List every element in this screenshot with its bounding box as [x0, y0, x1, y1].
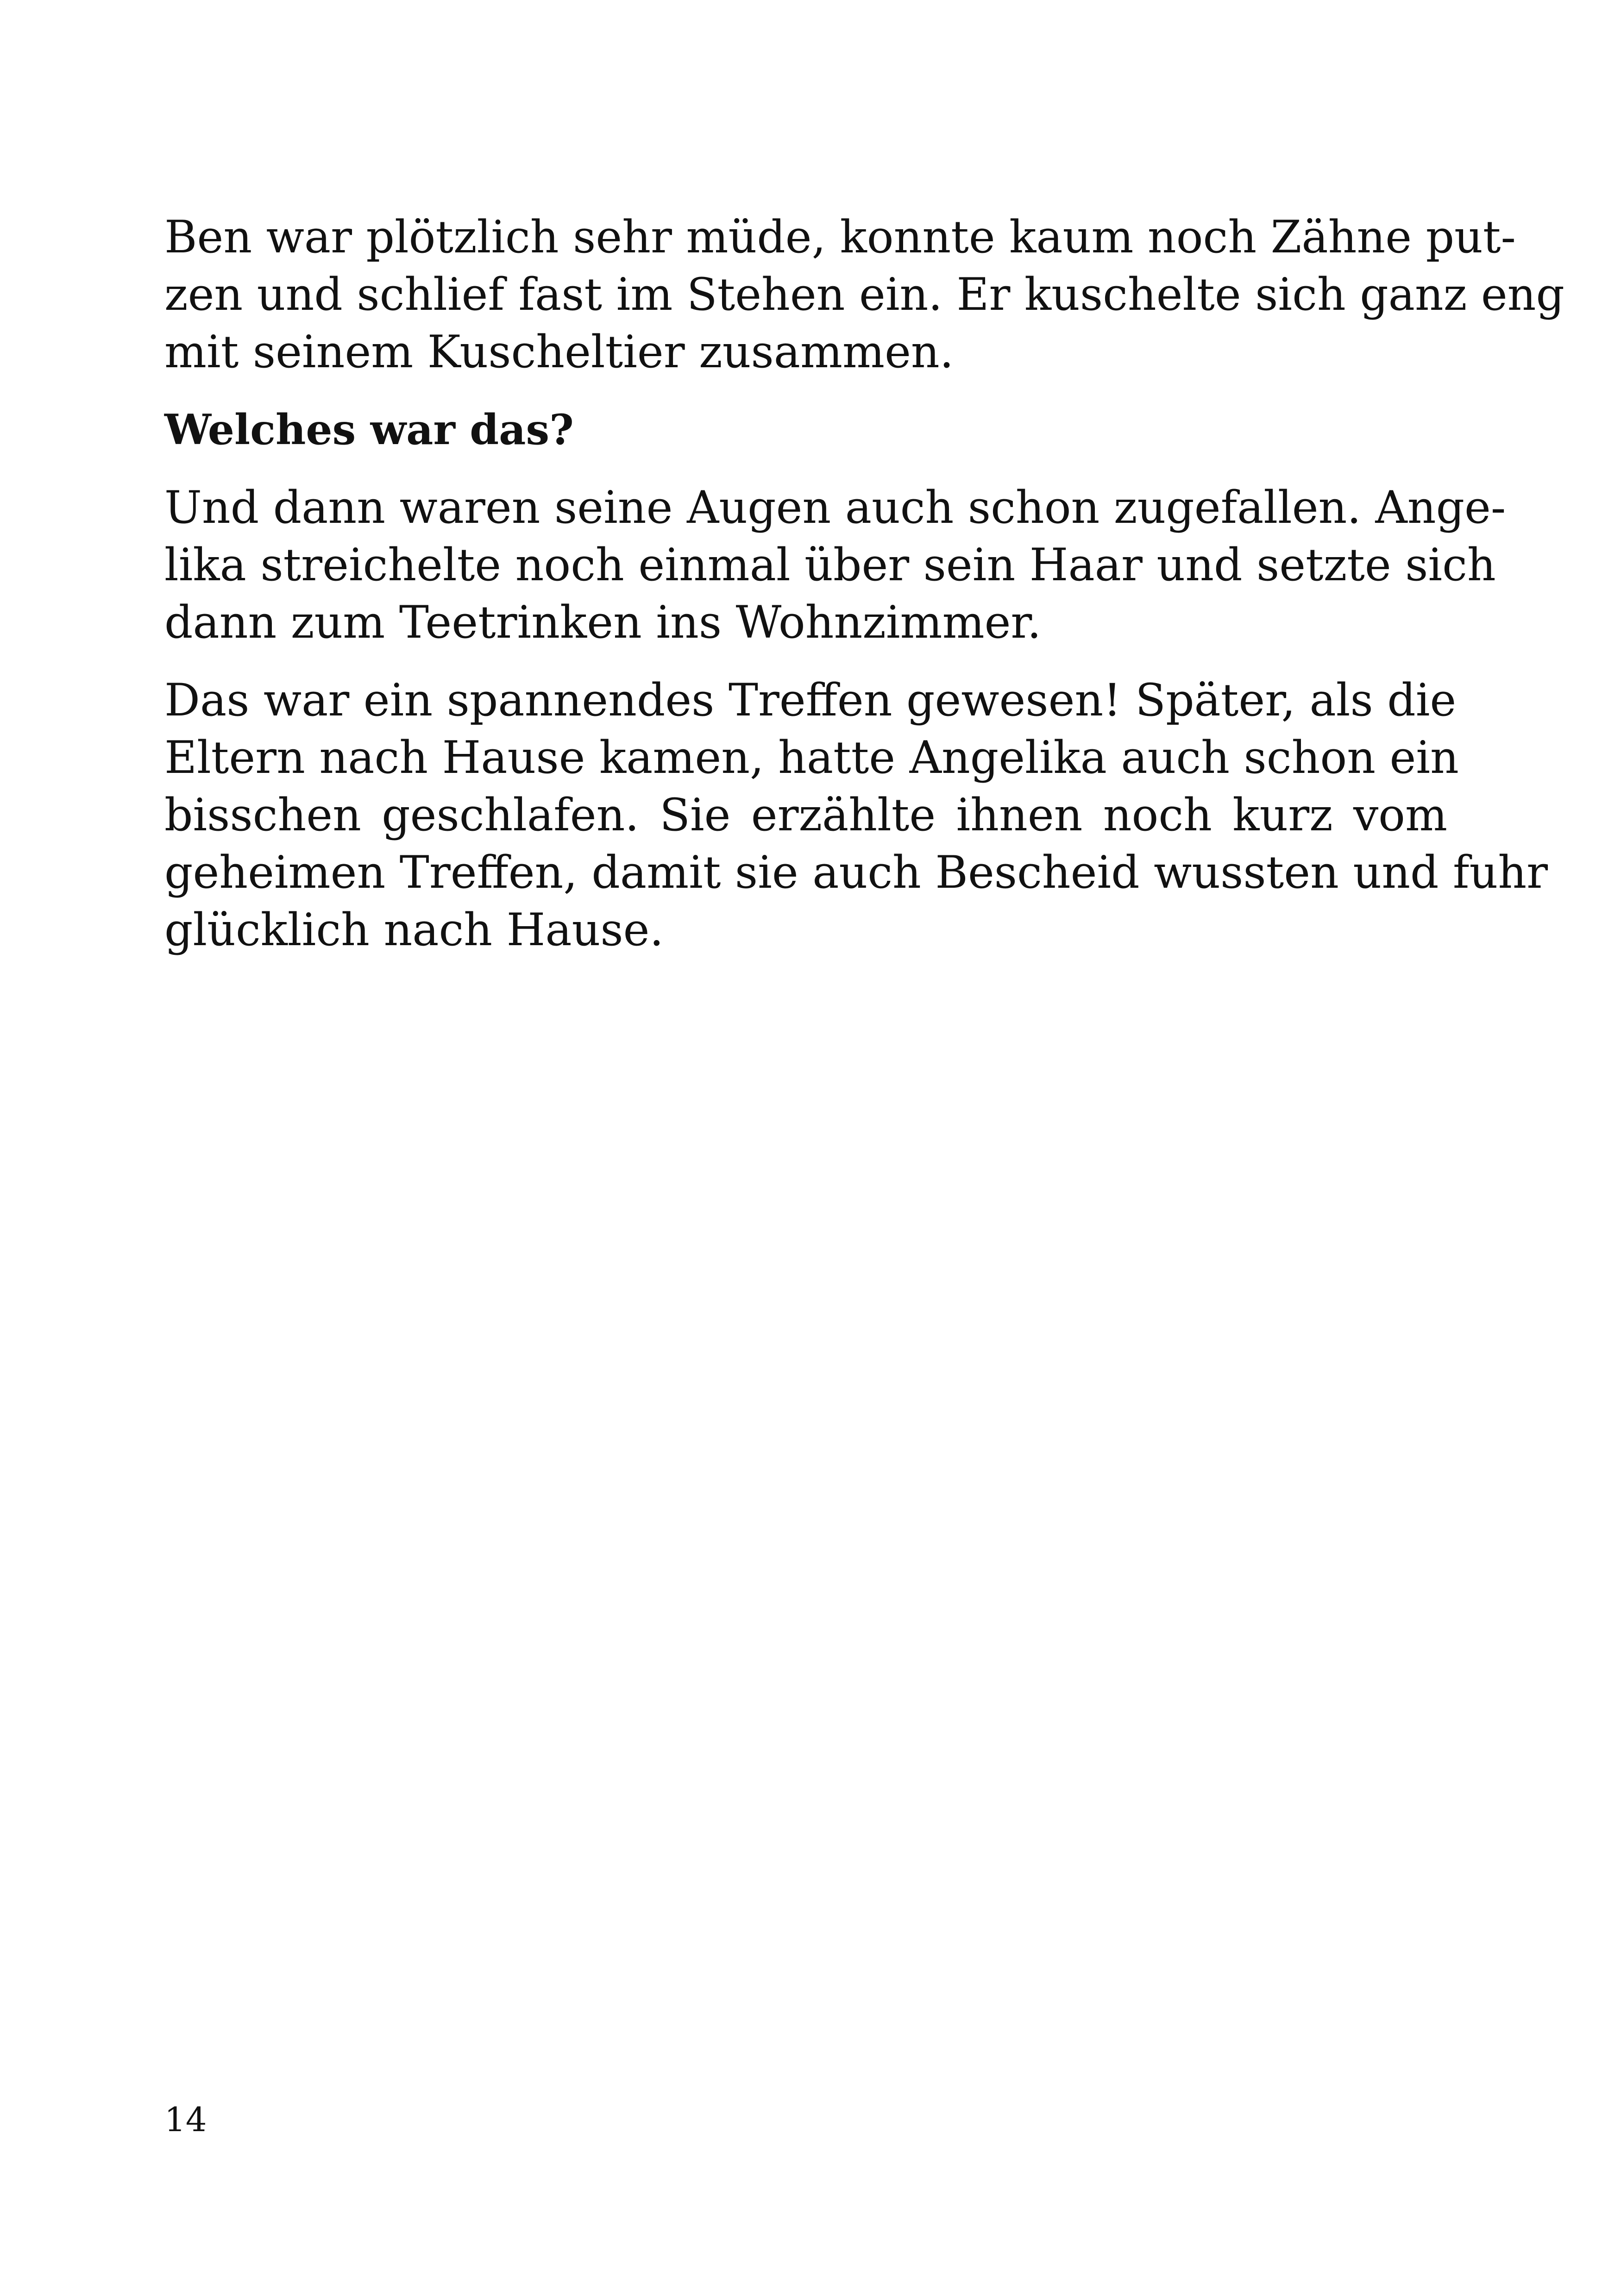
text-line: Ben war plötzlich sehr müde, konnte kaum noch Zähne put- — [164, 211, 1516, 263]
text-line: Eltern nach Hause kamen, hatte Angelika auch schon ein — [164, 732, 1459, 784]
question-heading: Welches war das? — [164, 405, 574, 454]
text-line: mit seinem Kuscheltier zusammen. — [164, 326, 954, 378]
paragraph-3 — [164, 671, 1548, 959]
text-line: glücklich nach Hause. — [164, 904, 664, 956]
text-line: zen und schlief fast im Stehen ein. Er kuschelte sich ganz eng — [164, 269, 1564, 320]
text-line: Und dann waren seine Augen auch schon zugefallen. Ange- — [164, 482, 1506, 533]
text-line: geheimen Treffen, damit sie auch Bescheid wussten und fuhr — [164, 847, 1548, 898]
page-number: 14 — [164, 2100, 207, 2139]
text-line: dann zum Teetrinken ins Wohnzimmer. — [164, 596, 1042, 648]
text-line: Das war ein spannendes Treffen gewesen! Später, als die — [164, 674, 1457, 726]
paragraph-2 — [164, 479, 1506, 651]
text-line: lika streichelte noch einmal über sein Haar und setzte sich — [164, 539, 1496, 591]
text-line: bisschen geschlafen. Sie erzählte ihnen noch kurz vom — [164, 789, 1447, 841]
paragraph-1 — [164, 208, 1564, 381]
body-text — [164, 208, 1564, 979]
